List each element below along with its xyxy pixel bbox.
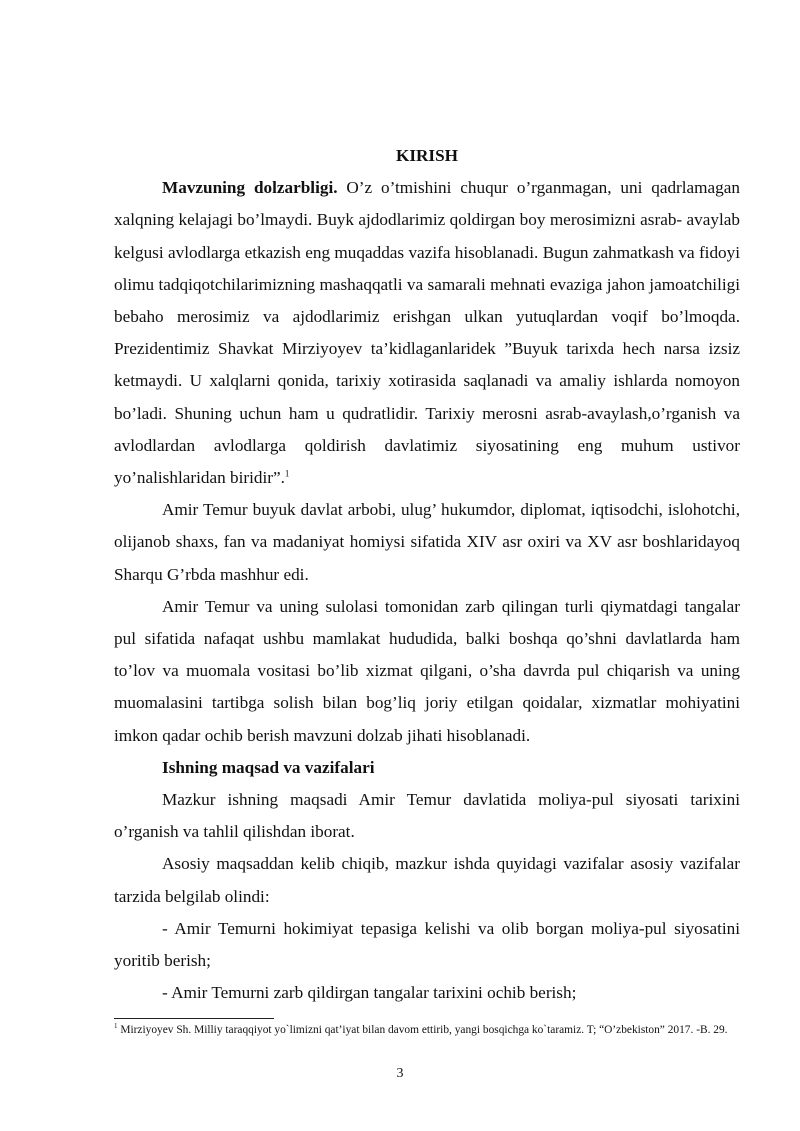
- paragraph-relevance: [114, 172, 740, 494]
- paragraph-coins: Amir Temur va uning sulolasi tomonidan zarb qilingan turli qiymatdagi tangalar pul sifatida nafaqat ushbu mamlakat hududida, balki boshqa qo’shni davlatlarda ham to’lov va muomala vositasi bo’lib xizmat qilgani, o’sha davrda pul chiqarish va uning muomalasini tartibga solish bilan bog’liq joriy etilgan qoidalar, xizmatlar mohiyatini imkon qadar ochib berish mavzuni dolzab jihati hisoblanadi.: [114, 596, 740, 745]
- page-title: KIRISH: [395, 146, 459, 165]
- paragraph-tasks-intro: Asosiy maqsaddan kelib chiqib, mazkur ishda quyidagi vazifalar asosiy vazifalar tarzida belgilab olindi:: [114, 854, 740, 906]
- page-body: [114, 140, 740, 1009]
- footnote: [114, 1022, 740, 1039]
- task-list-item: - Amir Temurni zarb qildirgan tangalar tarixini ochib berish;: [162, 983, 577, 1003]
- page-number: 3: [396, 1066, 404, 1081]
- paragraph-goal: Mazkur ishning maqsadi Amir Temur davlatida moliya-pul siyosati tarixini o’rganish va tahlil qilishdan iborat.: [114, 790, 740, 842]
- footnote-separator: [114, 1018, 274, 1019]
- relevance-heading: Mavzuning dolzarbligi.: [162, 178, 338, 198]
- footnote-number: 1: [114, 1022, 118, 1031]
- footnote-reference[interactable]: 1: [284, 468, 290, 479]
- footnote-text: Mirziyoyev Sh. Milliy taraqqiyot yo`limizni qat’iyat bilan davom ettirib, yangi bosqichga ko`taramiz. T; “O’zbekiston” 2017. -B. 29.: [117, 1024, 728, 1036]
- section-heading-goals: Ishning maqsad va vazifalari: [162, 757, 375, 777]
- paragraph-amir-temur: Amir Temur buyuk davlat arbobi, ulug’ hukumdor, diplomat, iqtisodchi, islohotchi, olijanob shaxs, fan va madaniyat homiysi sifatida XIV asr oxiri va XV asr boshlaridayoq Sharqu G’rbda mashhur edi.: [114, 500, 740, 584]
- relevance-text: O’z o’tmishini chuqur o’rganmagan, uni qadrlamagan xalqning kelajagi bo’lmaydi. Buyk ajdodlarimiz qoldirgan boy merosimizni asrab- avaylab kelgusi avlodlarga etkazish eng muqaddas vazifa hisoblanadi. Bugun zahmatkash va fidoyi olimu tadqiqotchilarimizning mashaqqatli va samarali mehnati evaziga jahon jamoatchiligi bebaho merosimiz va ajdodlarimiz erishgan ulkan yutuqlardan voqif bo’lmoqda. Prezidentimiz Shavkat Mirziyoyev ta’kidlaganlaridek ”Buyuk tarixda hech narsa izsiz ketmaydi. U xalqlarni qonida, tarixiy xotirasida saqlanadi va amaliy ishlarda nomoyon bo’ladi. Shuning uchun ham u qudratlidir. Tarixiy merosni asrab-avaylash,o’rganish va avlodlardan avlodlarga qoldirish davlatimiz siyosatining eng muhum ustivor yo’nalishlaridan biridir”.: [114, 178, 740, 488]
- task-list-item: - Amir Temurni hokimiyat tepasiga kelishi va olib borgan moliya-pul siyosatini yoritib berish;: [114, 918, 740, 971]
